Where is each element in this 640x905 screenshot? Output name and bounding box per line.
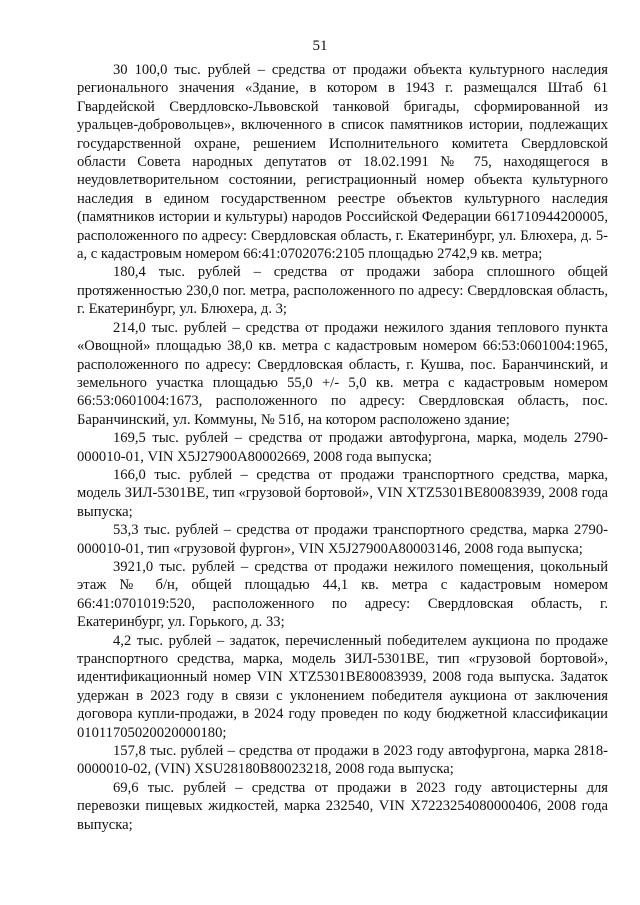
paragraph-9: 157,8 тыс. рублей – средства от продажи в 2023 году автофургона, марка 2818-0000010-02, (VIN) XSU28180B80023218, 2008 года выпуска; [77, 743, 608, 778]
paragraph-10: 69,6 тыс. рублей – средства от продажи в 2023 году автоцистерны для перевозки пищевых жидкостей, марка 232540, VIN X7223254080000406, 2008 года выпуска; [77, 779, 608, 833]
paragraph-6: 53,3 тыс. рублей – средства от продажи транспортного средства, марка 2790-000010-01, тип «грузовой фургон», VIN X5J27900A80003146, 2008 года выпуска; [77, 522, 608, 557]
paragraph-3: 214,0 тыс. рублей – средства от продажи нежилого здания теплового пункта «Овощной» площадью 38,0 кв. метра с кадастровым номером 66:53:0601004:1965, расположенного по адресу: Свердловская область, г. Кушва, пос. Баранчинский, и земельного участка площадью 55,0 +/- 5,0 кв. метра с кадастровым номером 66:53:0601004:1673, расположенного по адресу: Свердловская область, пос. Баранчинский, ул. Коммуны, № 51б, на котором расположено здание; [77, 319, 608, 428]
paragraph-8: 4,2 тыс. рублей – задаток, перечисленный победителем аукциона по продаже транспортного средства, марка, модель ЗИЛ-5301ВЕ, тип «грузовой бортовой», идентификационный номер VIN XTZ5301BE80083939, 2008 года выпуска. Задаток удержан в 2023 году в связи с уклонением победителя аукциона от заключения договора купли-продажи, в 2024 году проведен по коду бюджетной классификации 01011705020020000180; [77, 632, 608, 741]
document-body [77, 61, 608, 834]
paragraph-4: 169,5 тыс. рублей – средства от продажи автофургона, марка, модель 2790-000010-01, VIN X5J27900A80002669, 2008 года выпуска; [77, 430, 608, 465]
paragraph-1: 30 100,0 тыс. рублей – средства от продажи объекта культурного наследия регионального значения «Здание, в котором в 1943 г. размещался Штаб 61 Гвардейской Свердловско-Львовской танковой бригады, сформированной из уральцев-добровольцев», включенного в список памятников истории, подлежащих государственной охране, решением Исполнительного комитета Свердловской области Совета народных депутатов от 18.02.1991 № 75, находящегося в неудовлетворительном состоянии, регистрационный номер объекта культурного наследия в едином государственном реестре объектов культурного наследия (памятников истории и культуры) народов Российской Федерации 661710944200005, расположенного по адресу: Свердловская область, г. Екатеринбург, ул. Блюхера, д. 5-а, с кадастровым номером 66:41:0702076:2105 площадью 2742,9 кв. метра; [77, 62, 608, 263]
paragraph-2: 180,4 тыс. рублей – средства от продажи забора сплошного общей протяженностью 230,0 пог. метра, расположенного по адресу: Свердловская область, г. Екатеринбург, ул. Блюхера, д. 3; [77, 264, 608, 318]
paragraph-5: 166,0 тыс. рублей – средства от продажи транспортного средства, марка, модель ЗИЛ-5301ВЕ, тип «грузовой бортовой», VIN XTZ5301BE80083939, 2008 года выпуска; [77, 466, 608, 520]
page-number: 51 [312, 38, 328, 54]
paragraph-7: 3921,0 тыс. рублей – средства от продажи нежилого помещения, цокольный этаж № б/н, общей площадью 44,1 кв. метра с кадастровым номером 66:41:0701019:520, расположенного по адресу: Свердловская область, г. Екатеринбург, ул. Горького, д. 33; [77, 558, 608, 631]
